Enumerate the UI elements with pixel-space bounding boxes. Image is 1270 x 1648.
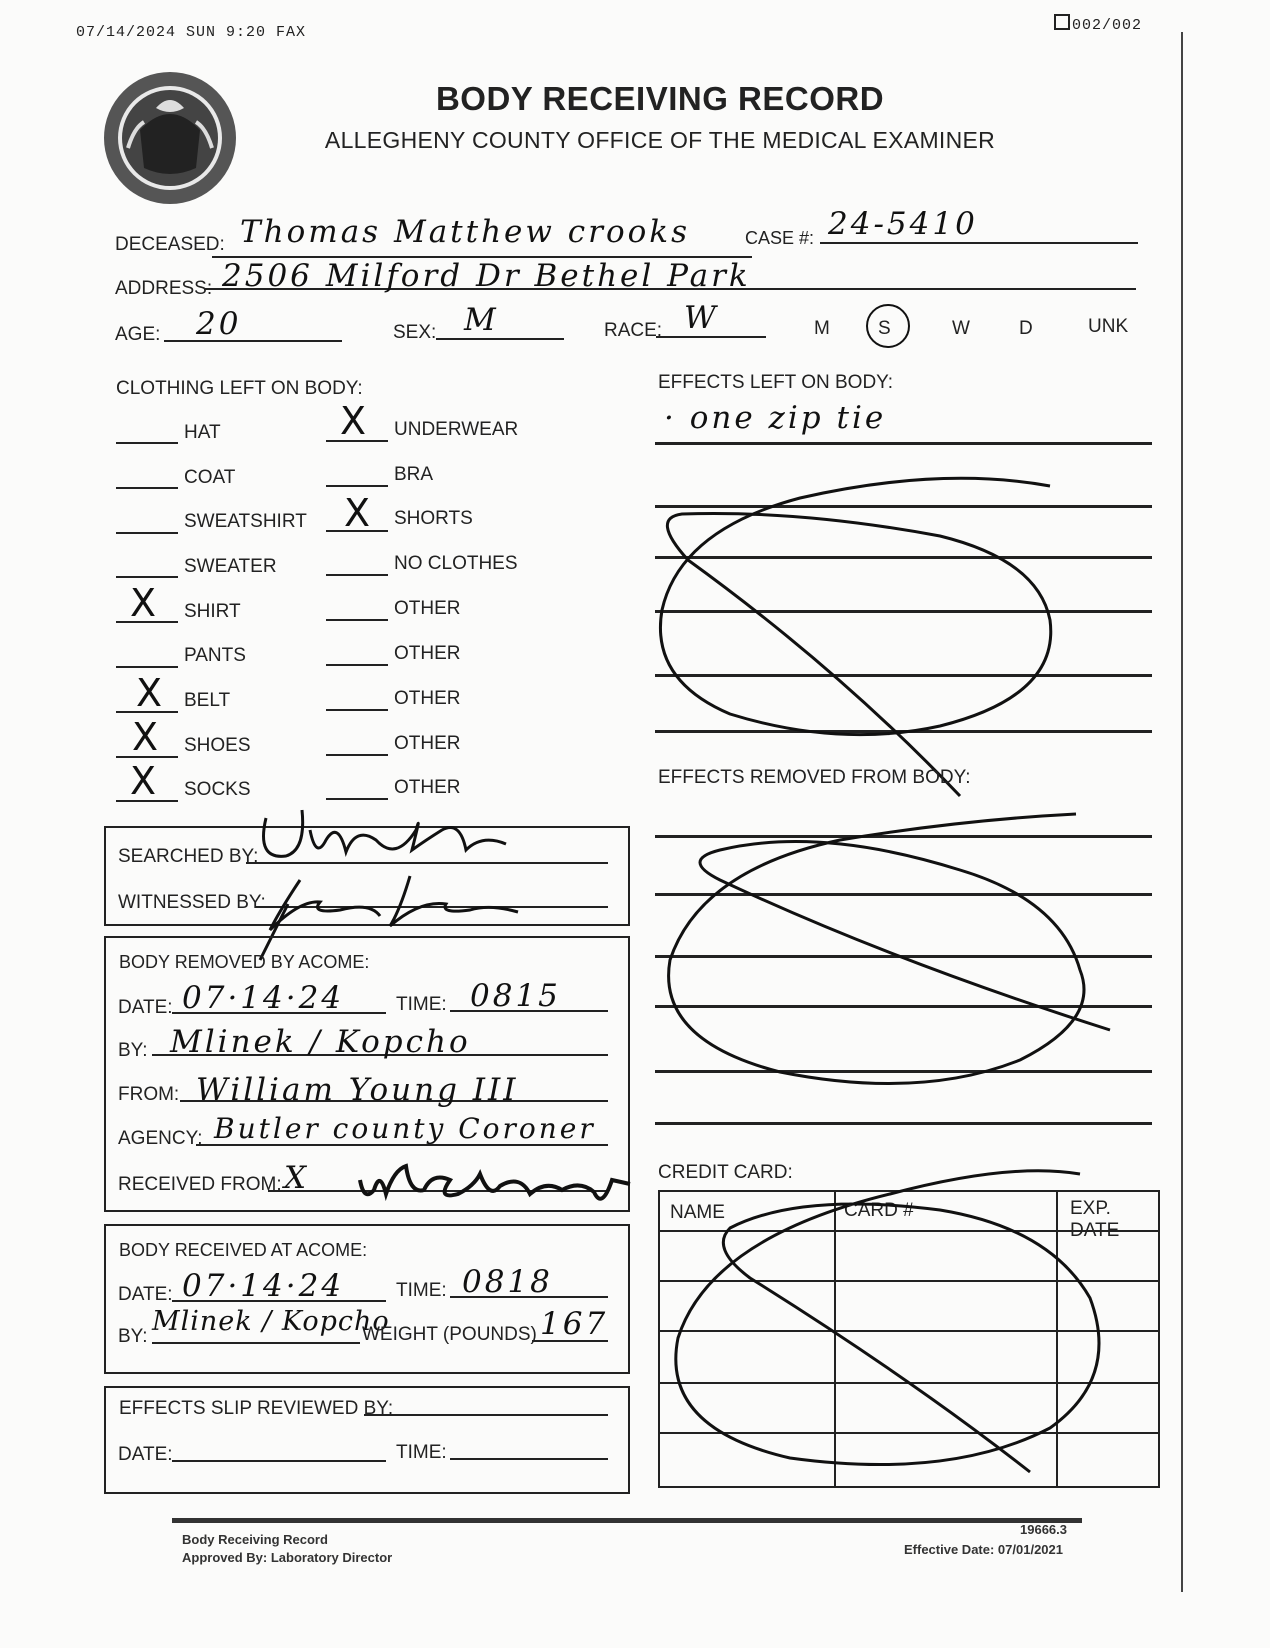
- removed-from-label: FROM:: [118, 1084, 180, 1105]
- race-value[interactable]: W: [684, 300, 719, 336]
- clothing-item-label: BRA: [394, 464, 434, 485]
- age-underline: [164, 340, 342, 342]
- removed-agency-label: AGENCY:: [118, 1128, 203, 1149]
- clothing-mark: X: [136, 671, 163, 715]
- case-underline: [820, 242, 1138, 244]
- clothing-item-label: OTHER: [394, 643, 461, 664]
- received-from-signature: [350, 1150, 640, 1220]
- removed-date-label: DATE:: [118, 997, 173, 1018]
- cc-col-exp: EXP. DATE: [1070, 1198, 1120, 1241]
- age-value[interactable]: 20: [196, 306, 242, 342]
- removed-by-value[interactable]: Mlinek / Kopcho: [170, 1024, 471, 1060]
- received-by-line: [152, 1342, 360, 1344]
- clothing-heading: CLOTHING LEFT ON BODY:: [116, 378, 363, 399]
- deceased-label: DECEASED:: [115, 234, 225, 255]
- case-label: CASE #:: [745, 228, 815, 248]
- clothing-item-label: NO CLOTHES: [394, 553, 518, 574]
- clothing-item-label: COAT: [184, 467, 236, 488]
- removed-from-value[interactable]: William Young III: [196, 1072, 519, 1108]
- race-option-d[interactable]: D: [1019, 318, 1033, 339]
- deceased-value[interactable]: Thomas Matthew crooks: [240, 214, 690, 250]
- fax-page-number: 002/002: [1054, 14, 1142, 34]
- clothing-mark: X: [340, 399, 367, 443]
- effects-slip-time-label: TIME:: [396, 1442, 447, 1463]
- received-date-label: DATE:: [118, 1284, 173, 1305]
- clothing-item-label: SOCKS: [184, 779, 251, 800]
- form-title: BODY RECEIVING RECORD: [435, 80, 885, 117]
- removed-by-label: BY:: [118, 1040, 148, 1061]
- received-from-label: RECEIVED FROM:: [118, 1174, 282, 1195]
- weight-value[interactable]: 167: [540, 1306, 609, 1342]
- clothing-checkbox[interactable]: [326, 574, 388, 576]
- witnessed-by-label: WITNESSED BY:: [118, 892, 266, 913]
- clothing-checkbox[interactable]: [116, 532, 178, 534]
- age-label: AGE:: [115, 324, 161, 345]
- effects-slip-date-label: DATE:: [118, 1444, 173, 1465]
- clothing-item-label: OTHER: [394, 688, 461, 709]
- body-removed-heading: BODY REMOVED BY ACOME:: [119, 952, 370, 972]
- body-received-heading: BODY RECEIVED AT ACOME:: [119, 1240, 368, 1260]
- footer-effective-date: Effective Date: 07/01/2021: [904, 1542, 1063, 1557]
- race-circle-mark: [866, 304, 910, 348]
- searched-by-label: SEARCHED BY:: [118, 846, 259, 867]
- race-option-s[interactable]: S: [878, 318, 891, 339]
- removed-time-value[interactable]: 0815: [470, 978, 561, 1014]
- effects-removed-heading: EFFECTS REMOVED FROM BODY:: [658, 767, 971, 788]
- footer-approval: Approved By: Laboratory Director: [182, 1550, 393, 1565]
- race-option-w[interactable]: W: [952, 318, 970, 339]
- race-underline: [656, 336, 766, 338]
- clothing-checkbox[interactable]: [116, 442, 178, 444]
- effects-left-entry[interactable]: · one zip tie: [664, 400, 887, 436]
- effects-slip-line[interactable]: [364, 1414, 608, 1416]
- cc-col-name: NAME: [670, 1202, 725, 1223]
- cc-col-card: CARD #: [844, 1200, 914, 1221]
- fax-timestamp: 07/14/2024 SUN 9:20 FAX: [76, 24, 307, 41]
- footer-form-number: 19666.3: [1020, 1522, 1067, 1537]
- clothing-item-label: SHORTS: [394, 508, 473, 529]
- received-from-value[interactable]: X: [284, 1160, 310, 1196]
- received-by-label: BY:: [118, 1326, 148, 1347]
- effects-line: [655, 442, 1152, 445]
- void-scribble: [650, 1168, 1120, 1488]
- void-scribble: [640, 470, 1070, 800]
- removed-time-label: TIME:: [396, 994, 447, 1015]
- received-date-value[interactable]: 07·14·24: [182, 1268, 345, 1304]
- clothing-checkbox[interactable]: [116, 576, 178, 578]
- clothing-checkbox[interactable]: [326, 709, 388, 711]
- footer-form-name: Body Receiving Record: [182, 1532, 328, 1547]
- fax-edge-line: [1181, 32, 1183, 1592]
- sex-underline: [436, 338, 564, 340]
- footer-rule: [172, 1518, 1082, 1523]
- clothing-item-label: PANTS: [184, 645, 246, 666]
- clothing-item-label: OTHER: [394, 598, 461, 619]
- form-subtitle: ALLEGHENY COUNTY OFFICE OF THE MEDICAL EXAMINER: [324, 127, 996, 153]
- race-option-unk[interactable]: UNK: [1088, 316, 1129, 337]
- clothing-item-label: SWEATER: [184, 556, 277, 577]
- address-value[interactable]: 2506 Milford Dr Bethel Park: [222, 258, 751, 294]
- case-value[interactable]: 24-5410: [828, 206, 978, 242]
- removed-agency-value[interactable]: Butler county Coroner: [214, 1112, 596, 1145]
- received-time-label: TIME:: [396, 1280, 447, 1301]
- void-scribble: [660, 810, 1120, 1090]
- clothing-mark: X: [344, 491, 371, 535]
- clothing-item-label: BELT: [184, 690, 231, 711]
- clothing-item-label: HAT: [184, 422, 221, 443]
- clothing-mark: X: [132, 715, 159, 759]
- sex-label: SEX:: [393, 322, 437, 343]
- clothing-item-label: UNDERWEAR: [394, 419, 519, 440]
- removed-date-value[interactable]: 07·14·24: [182, 980, 345, 1016]
- clothing-item-label: SHOES: [184, 735, 251, 756]
- sex-value[interactable]: M: [464, 302, 499, 338]
- race-option-m[interactable]: M: [814, 318, 830, 339]
- clothing-checkbox[interactable]: [326, 485, 388, 487]
- clothing-checkbox[interactable]: [326, 754, 388, 756]
- weight-label: WEIGHT (POUNDS): [362, 1324, 537, 1345]
- credit-card-heading: CREDIT CARD:: [658, 1162, 793, 1183]
- clothing-checkbox[interactable]: [116, 666, 178, 668]
- effects-left-heading: EFFECTS LEFT ON BODY:: [658, 372, 894, 393]
- address-label: ADDRESS:: [115, 278, 213, 299]
- effects-line: [655, 1122, 1152, 1125]
- clothing-item-label: SHIRT: [184, 601, 241, 622]
- effects-slip-date-line[interactable]: [172, 1460, 386, 1462]
- clothing-checkbox[interactable]: [116, 487, 178, 489]
- clothing-mark: X: [130, 759, 157, 803]
- clothing-item-label: OTHER: [394, 733, 461, 754]
- clothing-item-label: OTHER: [394, 777, 461, 798]
- effects-slip-time-line[interactable]: [450, 1458, 608, 1460]
- clothing-mark: X: [130, 581, 157, 625]
- received-time-value[interactable]: 0818: [462, 1264, 553, 1300]
- fax-page-icon: [1054, 14, 1070, 30]
- clothing-checkbox[interactable]: [326, 664, 388, 666]
- received-by-value[interactable]: Mlinek / Kopcho: [152, 1306, 390, 1337]
- clothing-item-label: SWEATSHIRT: [184, 511, 307, 532]
- effects-slip-heading: EFFECTS SLIP REVIEWED BY:: [119, 1398, 394, 1419]
- clothing-checkbox[interactable]: [326, 619, 388, 621]
- race-label: RACE:: [604, 320, 663, 341]
